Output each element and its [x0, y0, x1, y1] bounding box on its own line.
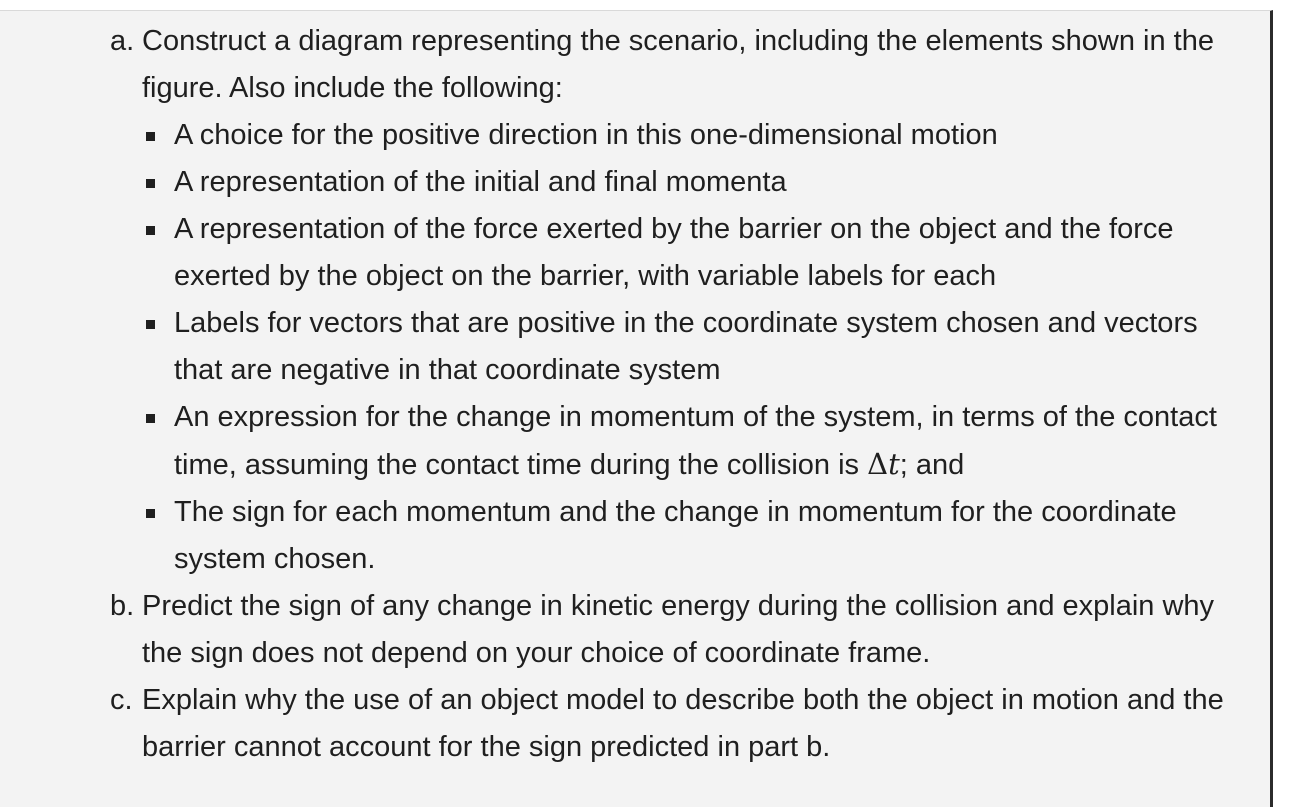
delta-t-expression	[867, 447, 900, 481]
part-a-marker: a.	[110, 25, 135, 57]
part-a-text: Construct a diagram representing the scenario, including the elements shown in the figure. Also include the following:	[142, 25, 1214, 104]
bullet-text: A representation of the force exerted by the barrier on the object and the force exerted by the object on the barrier, with variable labels for each	[174, 213, 1174, 292]
square-bullet-icon	[146, 509, 155, 518]
bullet-item	[142, 159, 1243, 206]
bullet-item	[142, 206, 1243, 300]
part-a-bullet-list	[142, 112, 1243, 583]
bullet-item	[142, 394, 1243, 489]
delta-symbol: Δ	[867, 447, 889, 481]
time-variable: t	[888, 447, 900, 481]
square-bullet-icon	[146, 132, 155, 141]
bullet-text: The sign for each momentum and the change in momentum for the coordinate system chosen.	[174, 496, 1177, 575]
square-bullet-icon	[146, 320, 155, 329]
part-c	[0, 677, 1273, 771]
part-b	[0, 583, 1273, 677]
square-bullet-icon	[146, 226, 155, 235]
bullet-text: A representation of the initial and final momenta	[174, 166, 787, 198]
bullet-text: A choice for the positive direction in this one-dimensional motion	[174, 119, 998, 151]
bullet-item	[142, 112, 1243, 159]
bullet-item	[142, 489, 1243, 583]
square-bullet-icon	[146, 414, 155, 423]
square-bullet-icon	[146, 179, 155, 188]
part-a	[0, 18, 1273, 583]
bullet-text: Labels for vectors that are positive in the coordinate system chosen and vectors that are negative in that coordinate system	[174, 307, 1198, 386]
bullet-text: An expression for the change in momentum of the system, in terms of the contact time, assuming the contact time during the collision is	[174, 401, 1217, 481]
question-content	[0, 18, 1273, 771]
part-b-marker: b.	[110, 590, 135, 622]
part-c-marker: c.	[110, 684, 133, 716]
bullet-item	[142, 300, 1243, 394]
part-c-text: Explain why the use of an object model to describe both the object in motion and the barrier cannot account for the sign predicted in part b.	[142, 684, 1224, 763]
part-b-text: Predict the sign of any change in kinetic energy during the collision and explain why the sign does not depend on your choice of coordinate frame.	[142, 590, 1215, 669]
bullet-text-end: ; and	[899, 449, 965, 481]
